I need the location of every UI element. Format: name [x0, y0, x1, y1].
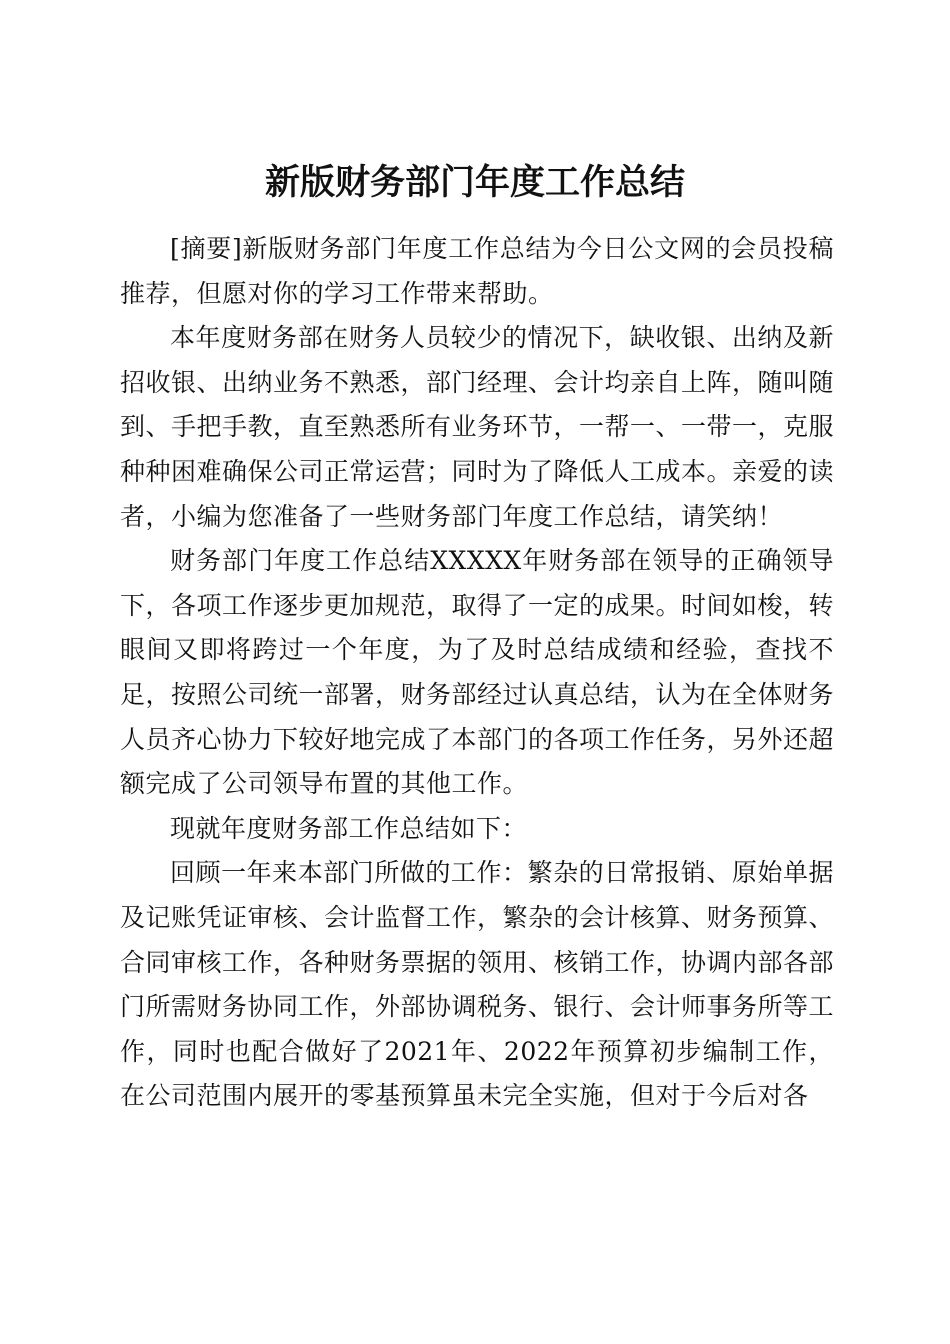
paragraph-lead-in: 现就年度财务部工作总结如下：: [170, 813, 528, 843]
paragraph-abstract: [摘要]新版财务部门年度工作总结为今日公文网的会员投稿推荐，但愿对你的学习工作带来帮助。: [120, 234, 834, 308]
paragraph-summary: 财务部门年度工作总结XXXXX年财务部在领导的正确领导下，各项工作逐步更加规范，取得了一定的成果。时间如梭，转眼间又即将跨过一个年度，为了及时总结成绩和经验，查找不足，按照公司统一部署，财务部经过认真总结，认为在全体财务人员齐心协力下较好地完成了本部门的各项工作任务，另外还超额完成了公司领导布置的其他工作。: [120, 546, 835, 799]
document-body: [120, 227, 834, 1119]
paragraph-intro: 本年度财务部在财务人员较少的情况下，缺收银、出纳及新招收银、出纳业务不熟悉，部门经理、会计均亲自上阵，随叫随到、手把手教，直至熟悉所有业务环节，一帮一、一带一，克服种种困难确保公司正常运营；同时为了降低人工成本。亲爱的读者，小编为您准备了一些财务部门年度工作总结，请笑纳！: [120, 323, 835, 531]
document-title: 新版财务部门年度工作总结: [264, 162, 685, 204]
paragraph-review: 回顾一年来本部门所做的工作：繁杂的日常报销、原始单据及记账凭证审核、会计监督工作，繁杂的会计核算、财务预算、合同审核工作，各种财务票据的领用、核销工作，协调内部各部门所需财务协同工作，外部协调税务、银行、会计师事务所等工作，同时也配合做好了2021年、2022年预算初步编制工作，在公司范围内展开的零基预算虽未完全实施，但对于今后对各: [120, 858, 835, 1111]
